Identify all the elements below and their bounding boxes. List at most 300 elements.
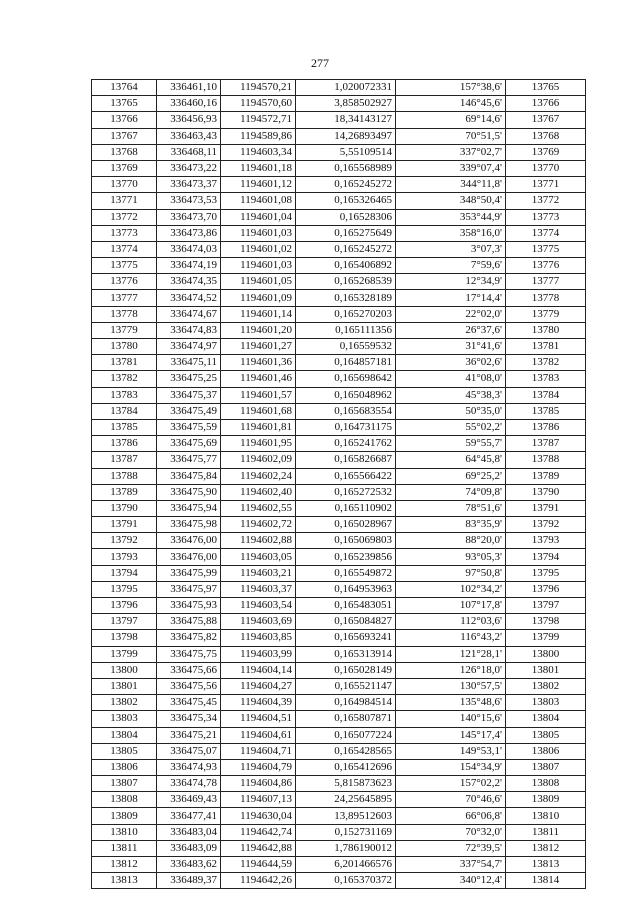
table-row [92, 614, 586, 630]
table-row [92, 112, 586, 128]
y-coordinate-cell: 1194604,39 [221, 695, 296, 711]
next-point-number-cell: 13765 [506, 80, 586, 96]
next-point-number-cell: 13768 [506, 128, 586, 144]
table-row [92, 517, 586, 533]
x-coordinate-cell: 336473,22 [157, 160, 221, 176]
table-row [92, 759, 586, 775]
next-point-number-cell: 13784 [506, 387, 586, 403]
x-coordinate-cell: 336473,70 [157, 209, 221, 225]
next-point-number-cell: 13812 [506, 840, 586, 856]
x-coordinate-cell: 336474,19 [157, 258, 221, 274]
direction-angle-cell: 337°54,7' [396, 857, 506, 873]
table-row [92, 193, 586, 209]
point-number-cell: 13782 [92, 371, 157, 387]
table-row [92, 468, 586, 484]
x-coordinate-cell: 336463,43 [157, 128, 221, 144]
next-point-number-cell: 13809 [506, 792, 586, 808]
x-coordinate-cell: 336483,09 [157, 840, 221, 856]
direction-angle-cell: 31°41,6' [396, 339, 506, 355]
next-point-number-cell: 13799 [506, 630, 586, 646]
distance-cell: 0,165084827 [296, 614, 396, 630]
direction-angle-cell: 22°02,0' [396, 306, 506, 322]
table-row [92, 630, 586, 646]
y-coordinate-cell: 1194602,72 [221, 517, 296, 533]
next-point-number-cell: 13792 [506, 517, 586, 533]
table-row [92, 646, 586, 662]
y-coordinate-cell: 1194602,40 [221, 484, 296, 500]
y-coordinate-cell: 1194602,55 [221, 500, 296, 516]
direction-angle-cell: 72°39,5' [396, 840, 506, 856]
y-coordinate-cell: 1194601,36 [221, 355, 296, 371]
distance-cell: 0,165048962 [296, 387, 396, 403]
next-point-number-cell: 13776 [506, 258, 586, 274]
y-coordinate-cell: 1194644,59 [221, 857, 296, 873]
point-number-cell: 13795 [92, 581, 157, 597]
distance-cell: 0,165313914 [296, 646, 396, 662]
table-row [92, 177, 586, 193]
next-point-number-cell: 13778 [506, 290, 586, 306]
coordinates-table [91, 79, 586, 889]
y-coordinate-cell: 1194601,02 [221, 241, 296, 257]
next-point-number-cell: 13786 [506, 419, 586, 435]
distance-cell: 1,786190012 [296, 840, 396, 856]
table-row [92, 306, 586, 322]
table-row [92, 824, 586, 840]
x-coordinate-cell: 336475,69 [157, 436, 221, 452]
point-number-cell: 13765 [92, 96, 157, 112]
next-point-number-cell: 13811 [506, 824, 586, 840]
next-point-number-cell: 13782 [506, 355, 586, 371]
y-coordinate-cell: 1194603,54 [221, 598, 296, 614]
x-coordinate-cell: 336475,75 [157, 646, 221, 662]
distance-cell: 0,165428565 [296, 743, 396, 759]
x-coordinate-cell: 336475,37 [157, 387, 221, 403]
x-coordinate-cell: 336461,10 [157, 80, 221, 96]
y-coordinate-cell: 1194602,88 [221, 533, 296, 549]
y-coordinate-cell: 1194630,04 [221, 808, 296, 824]
next-point-number-cell: 13769 [506, 144, 586, 160]
direction-angle-cell: 135°48,6' [396, 695, 506, 711]
y-coordinate-cell: 1194601,27 [221, 339, 296, 355]
table-row [92, 80, 586, 96]
table-row [92, 711, 586, 727]
point-number-cell: 13787 [92, 452, 157, 468]
table-row [92, 96, 586, 112]
point-number-cell: 13792 [92, 533, 157, 549]
x-coordinate-cell: 336475,56 [157, 678, 221, 694]
table-row [92, 840, 586, 856]
table-row [92, 695, 586, 711]
point-number-cell: 13800 [92, 662, 157, 678]
direction-angle-cell: 12°34,9' [396, 274, 506, 290]
table-row [92, 322, 586, 338]
distance-cell: 14,26893497 [296, 128, 396, 144]
table-row [92, 241, 586, 257]
point-number-cell: 13783 [92, 387, 157, 403]
distance-cell: 0,165275649 [296, 225, 396, 241]
y-coordinate-cell: 1194607,13 [221, 792, 296, 808]
y-coordinate-cell: 1194642,88 [221, 840, 296, 856]
next-point-number-cell: 13798 [506, 614, 586, 630]
y-coordinate-cell: 1194603,21 [221, 565, 296, 581]
distance-cell: 5,55109514 [296, 144, 396, 160]
y-coordinate-cell: 1194604,27 [221, 678, 296, 694]
y-coordinate-cell: 1194601,20 [221, 322, 296, 338]
table-row [92, 274, 586, 290]
x-coordinate-cell: 336475,11 [157, 355, 221, 371]
next-point-number-cell: 13783 [506, 371, 586, 387]
x-coordinate-cell: 336475,99 [157, 565, 221, 581]
distance-cell: 0,165069803 [296, 533, 396, 549]
direction-angle-cell: 88°20,0' [396, 533, 506, 549]
next-point-number-cell: 13780 [506, 322, 586, 338]
distance-cell: 0,16528306 [296, 209, 396, 225]
table-row [92, 419, 586, 435]
point-number-cell: 13802 [92, 695, 157, 711]
point-number-cell: 13794 [92, 565, 157, 581]
direction-angle-cell: 83°35,9' [396, 517, 506, 533]
distance-cell: 0,165328189 [296, 290, 396, 306]
point-number-cell: 13812 [92, 857, 157, 873]
point-number-cell: 13803 [92, 711, 157, 727]
table-row [92, 743, 586, 759]
point-number-cell: 13809 [92, 808, 157, 824]
point-number-cell: 13788 [92, 468, 157, 484]
next-point-number-cell: 13788 [506, 452, 586, 468]
x-coordinate-cell: 336468,11 [157, 144, 221, 160]
x-coordinate-cell: 336475,07 [157, 743, 221, 759]
table-row [92, 452, 586, 468]
page-number: 277 [311, 56, 329, 70]
point-number-cell: 13804 [92, 727, 157, 743]
direction-angle-cell: 69°14,6' [396, 112, 506, 128]
direction-angle-cell: 149°53,1' [396, 743, 506, 759]
direction-angle-cell: 64°45,8' [396, 452, 506, 468]
y-coordinate-cell: 1194601,81 [221, 419, 296, 435]
y-coordinate-cell: 1194604,14 [221, 662, 296, 678]
direction-angle-cell: 157°02,2' [396, 776, 506, 792]
next-point-number-cell: 13777 [506, 274, 586, 290]
distance-cell: 0,165239856 [296, 549, 396, 565]
y-coordinate-cell: 1194601,68 [221, 403, 296, 419]
direction-angle-cell: 70°51,5' [396, 128, 506, 144]
direction-angle-cell: 45°38,3' [396, 387, 506, 403]
x-coordinate-cell: 336475,93 [157, 598, 221, 614]
y-coordinate-cell: 1194601,57 [221, 387, 296, 403]
y-coordinate-cell: 1194603,37 [221, 581, 296, 597]
x-coordinate-cell: 336475,88 [157, 614, 221, 630]
table-row [92, 678, 586, 694]
direction-angle-cell: 93°05,3' [396, 549, 506, 565]
distance-cell: 0,165483051 [296, 598, 396, 614]
distance-cell: 0,165028967 [296, 517, 396, 533]
x-coordinate-cell: 336474,52 [157, 290, 221, 306]
x-coordinate-cell: 336489,37 [157, 873, 221, 889]
direction-angle-cell: 157°38,6' [396, 80, 506, 96]
distance-cell: 0,16559532 [296, 339, 396, 355]
next-point-number-cell: 13804 [506, 711, 586, 727]
direction-angle-cell: 145°17,4' [396, 727, 506, 743]
table-row [92, 776, 586, 792]
y-coordinate-cell: 1194601,03 [221, 225, 296, 241]
point-number-cell: 13786 [92, 436, 157, 452]
direction-angle-cell: 17°14,4' [396, 290, 506, 306]
table-row [92, 808, 586, 824]
direction-angle-cell: 339°07,4' [396, 160, 506, 176]
table-row [92, 371, 586, 387]
distance-cell: 0,165370372 [296, 873, 396, 889]
point-number-cell: 13778 [92, 306, 157, 322]
table-row [92, 533, 586, 549]
table-row [92, 727, 586, 743]
table-row [92, 209, 586, 225]
y-coordinate-cell: 1194601,09 [221, 290, 296, 306]
next-point-number-cell: 13775 [506, 241, 586, 257]
point-number-cell: 13776 [92, 274, 157, 290]
distance-cell: 0,164984514 [296, 695, 396, 711]
next-point-number-cell: 13791 [506, 500, 586, 516]
table-row [92, 500, 586, 516]
next-point-number-cell: 13801 [506, 662, 586, 678]
y-coordinate-cell: 1194604,51 [221, 711, 296, 727]
direction-angle-cell: 41°08,0' [396, 371, 506, 387]
x-coordinate-cell: 336475,97 [157, 581, 221, 597]
point-number-cell: 13793 [92, 549, 157, 565]
y-coordinate-cell: 1194601,18 [221, 160, 296, 176]
point-number-cell: 13777 [92, 290, 157, 306]
direction-angle-cell: 107°17,8' [396, 598, 506, 614]
point-number-cell: 13789 [92, 484, 157, 500]
table-row [92, 144, 586, 160]
table-row [92, 339, 586, 355]
distance-cell: 0,165241762 [296, 436, 396, 452]
distance-cell: 0,165698642 [296, 371, 396, 387]
table-row [92, 160, 586, 176]
point-number-cell: 13805 [92, 743, 157, 759]
x-coordinate-cell: 336476,00 [157, 549, 221, 565]
table-row [92, 598, 586, 614]
point-number-cell: 13779 [92, 322, 157, 338]
point-number-cell: 13770 [92, 177, 157, 193]
distance-cell: 0,165549872 [296, 565, 396, 581]
next-point-number-cell: 13797 [506, 598, 586, 614]
direction-angle-cell: 116°43,2' [396, 630, 506, 646]
x-coordinate-cell: 336469,43 [157, 792, 221, 808]
y-coordinate-cell: 1194601,95 [221, 436, 296, 452]
point-number-cell: 13813 [92, 873, 157, 889]
next-point-number-cell: 13770 [506, 160, 586, 176]
table-row [92, 387, 586, 403]
point-number-cell: 13791 [92, 517, 157, 533]
x-coordinate-cell: 336475,49 [157, 403, 221, 419]
point-number-cell: 13767 [92, 128, 157, 144]
y-coordinate-cell: 1194602,09 [221, 452, 296, 468]
x-coordinate-cell: 336483,04 [157, 824, 221, 840]
distance-cell: 0,165826687 [296, 452, 396, 468]
x-coordinate-cell: 336474,35 [157, 274, 221, 290]
direction-angle-cell: 3°07,3' [396, 241, 506, 257]
x-coordinate-cell: 336474,03 [157, 241, 221, 257]
direction-angle-cell: 36°02,6' [396, 355, 506, 371]
distance-cell: 0,165272532 [296, 484, 396, 500]
direction-angle-cell: 70°32,0' [396, 824, 506, 840]
y-coordinate-cell: 1194604,61 [221, 727, 296, 743]
next-point-number-cell: 13772 [506, 193, 586, 209]
table-row [92, 873, 586, 889]
next-point-number-cell: 13795 [506, 565, 586, 581]
y-coordinate-cell: 1194601,04 [221, 209, 296, 225]
y-coordinate-cell: 1194642,26 [221, 873, 296, 889]
table-row [92, 484, 586, 500]
table-row [92, 290, 586, 306]
direction-angle-cell: 66°06,8' [396, 808, 506, 824]
distance-cell: 13,89512603 [296, 808, 396, 824]
point-number-cell: 13801 [92, 678, 157, 694]
x-coordinate-cell: 336475,34 [157, 711, 221, 727]
distance-cell: 18,34143127 [296, 112, 396, 128]
point-number-cell: 13796 [92, 598, 157, 614]
table-row [92, 128, 586, 144]
x-coordinate-cell: 336475,21 [157, 727, 221, 743]
distance-cell: 0,164731175 [296, 419, 396, 435]
distance-cell: 3,858502927 [296, 96, 396, 112]
distance-cell: 0,165245272 [296, 177, 396, 193]
distance-cell: 0,165693241 [296, 630, 396, 646]
y-coordinate-cell: 1194604,79 [221, 759, 296, 775]
y-coordinate-cell: 1194603,05 [221, 549, 296, 565]
next-point-number-cell: 13803 [506, 695, 586, 711]
point-number-cell: 13784 [92, 403, 157, 419]
table-row [92, 436, 586, 452]
next-point-number-cell: 13789 [506, 468, 586, 484]
y-coordinate-cell: 1194602,24 [221, 468, 296, 484]
table-body [92, 80, 586, 889]
point-number-cell: 13773 [92, 225, 157, 241]
distance-cell: 0,165568989 [296, 160, 396, 176]
table-row [92, 403, 586, 419]
distance-cell: 0,165245272 [296, 241, 396, 257]
y-coordinate-cell: 1194572,71 [221, 112, 296, 128]
point-number-cell: 13768 [92, 144, 157, 160]
point-number-cell: 13799 [92, 646, 157, 662]
distance-cell: 5,815873623 [296, 776, 396, 792]
next-point-number-cell: 13802 [506, 678, 586, 694]
direction-angle-cell: 112°03,6' [396, 614, 506, 630]
direction-angle-cell: 353°44,9' [396, 209, 506, 225]
distance-cell: 0,165406892 [296, 258, 396, 274]
table-row [92, 258, 586, 274]
distance-cell: 0,165028149 [296, 662, 396, 678]
direction-angle-cell: 146°45,6' [396, 96, 506, 112]
point-number-cell: 13771 [92, 193, 157, 209]
x-coordinate-cell: 336475,66 [157, 662, 221, 678]
y-coordinate-cell: 1194603,69 [221, 614, 296, 630]
distance-cell: 0,165077224 [296, 727, 396, 743]
distance-cell: 0,165270203 [296, 306, 396, 322]
x-coordinate-cell: 336473,37 [157, 177, 221, 193]
distance-cell: 1,020072331 [296, 80, 396, 96]
x-coordinate-cell: 336475,82 [157, 630, 221, 646]
distance-cell: 24,25645895 [296, 792, 396, 808]
next-point-number-cell: 13766 [506, 96, 586, 112]
direction-angle-cell: 140°15,6' [396, 711, 506, 727]
table-row [92, 662, 586, 678]
direction-angle-cell: 69°25,2' [396, 468, 506, 484]
y-coordinate-cell: 1194570,60 [221, 96, 296, 112]
x-coordinate-cell: 336476,00 [157, 533, 221, 549]
point-number-cell: 13772 [92, 209, 157, 225]
next-point-number-cell: 13779 [506, 306, 586, 322]
distance-cell: 0,165683554 [296, 403, 396, 419]
x-coordinate-cell: 336475,94 [157, 500, 221, 516]
x-coordinate-cell: 336475,84 [157, 468, 221, 484]
x-coordinate-cell: 336460,16 [157, 96, 221, 112]
next-point-number-cell: 13767 [506, 112, 586, 128]
table-row [92, 565, 586, 581]
table-row [92, 792, 586, 808]
point-number-cell: 13774 [92, 241, 157, 257]
next-point-number-cell: 13814 [506, 873, 586, 889]
next-point-number-cell: 13796 [506, 581, 586, 597]
x-coordinate-cell: 336474,93 [157, 759, 221, 775]
direction-angle-cell: 74°09,8' [396, 484, 506, 500]
direction-angle-cell: 154°34,9' [396, 759, 506, 775]
distance-cell: 0,165268539 [296, 274, 396, 290]
x-coordinate-cell: 336475,59 [157, 419, 221, 435]
y-coordinate-cell: 1194601,12 [221, 177, 296, 193]
point-number-cell: 13798 [92, 630, 157, 646]
point-number-cell: 13808 [92, 792, 157, 808]
x-coordinate-cell: 336473,53 [157, 193, 221, 209]
next-point-number-cell: 13774 [506, 225, 586, 241]
y-coordinate-cell: 1194589,86 [221, 128, 296, 144]
distance-cell: 0,152731169 [296, 824, 396, 840]
distance-cell: 0,164953963 [296, 581, 396, 597]
next-point-number-cell: 13785 [506, 403, 586, 419]
direction-angle-cell: 70°46,6' [396, 792, 506, 808]
direction-angle-cell: 126°18,0' [396, 662, 506, 678]
x-coordinate-cell: 336473,86 [157, 225, 221, 241]
next-point-number-cell: 13793 [506, 533, 586, 549]
x-coordinate-cell: 336474,67 [157, 306, 221, 322]
next-point-number-cell: 13808 [506, 776, 586, 792]
distance-cell: 0,165412696 [296, 759, 396, 775]
y-coordinate-cell: 1194603,85 [221, 630, 296, 646]
direction-angle-cell: 340°12,4' [396, 873, 506, 889]
point-number-cell: 13780 [92, 339, 157, 355]
next-point-number-cell: 13807 [506, 759, 586, 775]
next-point-number-cell: 13790 [506, 484, 586, 500]
y-coordinate-cell: 1194604,71 [221, 743, 296, 759]
x-coordinate-cell: 336456,93 [157, 112, 221, 128]
direction-angle-cell: 78°51,6' [396, 500, 506, 516]
direction-angle-cell: 26°37,6' [396, 322, 506, 338]
direction-angle-cell: 130°57,5' [396, 678, 506, 694]
distance-cell: 0,165566422 [296, 468, 396, 484]
table-row [92, 857, 586, 873]
direction-angle-cell: 50°35,0' [396, 403, 506, 419]
point-number-cell: 13769 [92, 160, 157, 176]
x-coordinate-cell: 336474,78 [157, 776, 221, 792]
distance-cell: 0,165807871 [296, 711, 396, 727]
point-number-cell: 13797 [92, 614, 157, 630]
x-coordinate-cell: 336475,98 [157, 517, 221, 533]
distance-cell: 0,165326465 [296, 193, 396, 209]
next-point-number-cell: 13794 [506, 549, 586, 565]
next-point-number-cell: 13805 [506, 727, 586, 743]
y-coordinate-cell: 1194601,05 [221, 274, 296, 290]
point-number-cell: 13806 [92, 759, 157, 775]
